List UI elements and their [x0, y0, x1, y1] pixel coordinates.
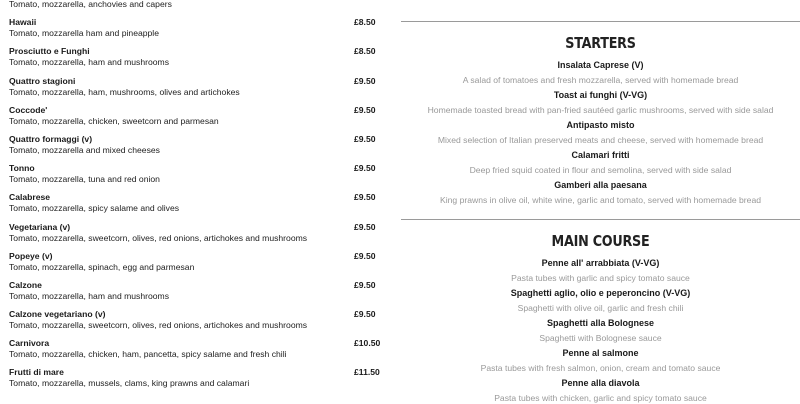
section-divider — [401, 21, 800, 22]
dish-name: Antipasto misto — [566, 120, 635, 130]
pizza-description: Tomato, mozzarella, sweetcorn, olives, red onions, artichokes and mushrooms — [9, 232, 308, 243]
pizza-name: Hawaii — [9, 17, 37, 28]
pizza-price: £9.50 — [354, 279, 376, 290]
pizza-item — [9, 367, 389, 396]
main-course-item — [401, 378, 800, 404]
pizza-price: £9.50 — [354, 104, 376, 115]
pizza-item — [9, 222, 389, 251]
pizza-description: Tomato, mozzarella, spinach, egg and parmesan — [9, 261, 195, 272]
dish-name: Toast ai funghi (V-VG) — [553, 90, 648, 100]
pizza-description: Tomato, mozzarella, chicken, ham, pancetta, spicy salame and fresh chili — [9, 349, 287, 360]
pizza-item — [9, 338, 389, 367]
pizza-price: £9.50 — [354, 163, 376, 174]
dish-description: Spaghetti with Bolognese sauce — [539, 333, 662, 343]
pizza-description: Tomato, mozzarella, tuna and red onion — [9, 174, 160, 185]
pizza-item — [9, 46, 389, 75]
pizza-description: Tomato, mozzarella and mixed cheeses — [9, 144, 160, 155]
main-course-item — [401, 348, 800, 374]
pizza-price: £10.50 — [354, 338, 381, 349]
pizza-name: Popeye (v) — [9, 250, 53, 261]
starter-item — [401, 120, 800, 146]
pizza-description: Tomato, mozzarella, ham and mushrooms — [9, 57, 170, 68]
pizza-item — [9, 105, 389, 134]
pizza-price: £9.50 — [354, 192, 376, 203]
pizza-item — [9, 309, 389, 338]
dish-description: Deep fried squid coated in flour and semolina, served with side salad — [469, 165, 732, 175]
section-title: MAIN COURSE — [551, 232, 650, 250]
dish-description: Mixed selection of Italian preserved meats and cheese, served with homemade bread — [437, 135, 764, 145]
main-course-item — [401, 288, 800, 314]
section-divider — [401, 219, 800, 220]
pizza-price: £8.50 — [354, 46, 376, 57]
dish-description: A salad of tomatoes and fresh mozzarella, served with homemade bread — [462, 75, 739, 85]
pizza-item — [9, 76, 389, 105]
pizza-name: Prosciutto e Funghi — [9, 46, 90, 57]
pizza-name: Carnivora — [9, 338, 50, 349]
dish-name: Insalata Caprese (V) — [557, 60, 644, 70]
pizza-description: Tomato, mozzarella, mussels, clams, king prawns and calamari — [9, 378, 250, 389]
pizza-item — [9, 17, 389, 46]
pizza-name: Vegetariana (v) — [9, 221, 71, 232]
dish-description: Spaghetti with olive oil, garlic and fresh chili — [517, 303, 684, 313]
main-course-section — [401, 232, 800, 404]
dish-name: Penne all' arrabbiata (V-VG) — [541, 258, 660, 268]
pizza-name: Tonno — [9, 163, 35, 174]
starter-item — [401, 60, 800, 86]
pizza-price: £8.50 — [354, 17, 376, 28]
starters-section — [401, 34, 800, 206]
dish-description: Pasta tubes with garlic and spicy tomato sauce — [511, 273, 690, 283]
pizza-description: Tomato, mozzarella ham and pineapple — [9, 28, 159, 39]
main-course-item — [401, 318, 800, 344]
pizza-description: Tomato, mozzarella, spicy salame and olives — [9, 203, 180, 214]
dish-description: Pasta tubes with chicken, garlic and spicy tomato sauce — [494, 393, 707, 403]
dish-name: Spaghetti alla Bolognese — [546, 318, 655, 328]
pizza-item — [9, 251, 389, 280]
section-title: STARTERS — [565, 34, 636, 52]
main-course-item — [401, 258, 800, 284]
pizza-name: Calabrese — [9, 192, 51, 203]
pizza-price: £11.50 — [354, 367, 380, 378]
dish-name: Penne alla diavola — [561, 378, 640, 388]
starter-item — [401, 180, 800, 206]
dish-name: Gamberi alla paesana — [554, 180, 647, 190]
dish-description: King prawns in olive oil, white wine, garlic and tomato, served with homemade bread — [440, 195, 761, 205]
pizza-item — [9, 280, 389, 309]
pizza-name: Coccode' — [9, 104, 48, 115]
starter-item — [401, 150, 800, 176]
pizza-price: £9.50 — [354, 250, 376, 261]
dish-name: Penne al salmone — [562, 348, 639, 358]
dish-name: Calamari fritti — [571, 150, 630, 160]
pizza-name: Quattro formaggi (v) — [9, 133, 93, 144]
pizza-description: Tomato, mozzarella, sweetcorn, olives, red onions, artichokes and mushrooms — [9, 320, 308, 331]
pizza-name: Quattro stagioni — [9, 75, 76, 86]
pizza-name: Calzone vegetariano (v) — [9, 309, 106, 320]
pizza-item — [9, 192, 389, 221]
pizza-price: £9.50 — [354, 221, 376, 232]
pizza-list — [9, 0, 389, 397]
pizza-description: Tomato, mozzarella, ham, mushrooms, olives and artichokes — [9, 86, 240, 97]
pizza-name: Calzone — [9, 279, 42, 290]
pizza-description: Tomato, mozzarella, chicken, sweetcorn and parmesan — [9, 115, 219, 126]
pizza-price: £9.50 — [354, 309, 376, 320]
pizza-item — [9, 163, 389, 192]
pizza-description: Tomato, mozzarella, ham and mushrooms — [9, 290, 170, 301]
pizza-price: £9.50 — [354, 75, 376, 86]
dish-description: Homemade toasted bread with pan-fried sautéed garlic mushrooms, served with side salad — [427, 105, 774, 115]
pizza-description: Tomato, mozzarella, anchovies and capers — [9, 0, 172, 9]
pizza-item — [9, 0, 389, 17]
pizza-price: £9.50 — [354, 133, 376, 144]
starter-item — [401, 90, 800, 116]
pizza-item — [9, 134, 389, 163]
dish-description: Pasta tubes with fresh salmon, onion, cream and tomato sauce — [480, 363, 721, 373]
dish-name: Spaghetti aglio, olio e peperoncino (V-VG) — [510, 288, 691, 298]
pizza-name: Frutti di mare — [9, 367, 64, 378]
